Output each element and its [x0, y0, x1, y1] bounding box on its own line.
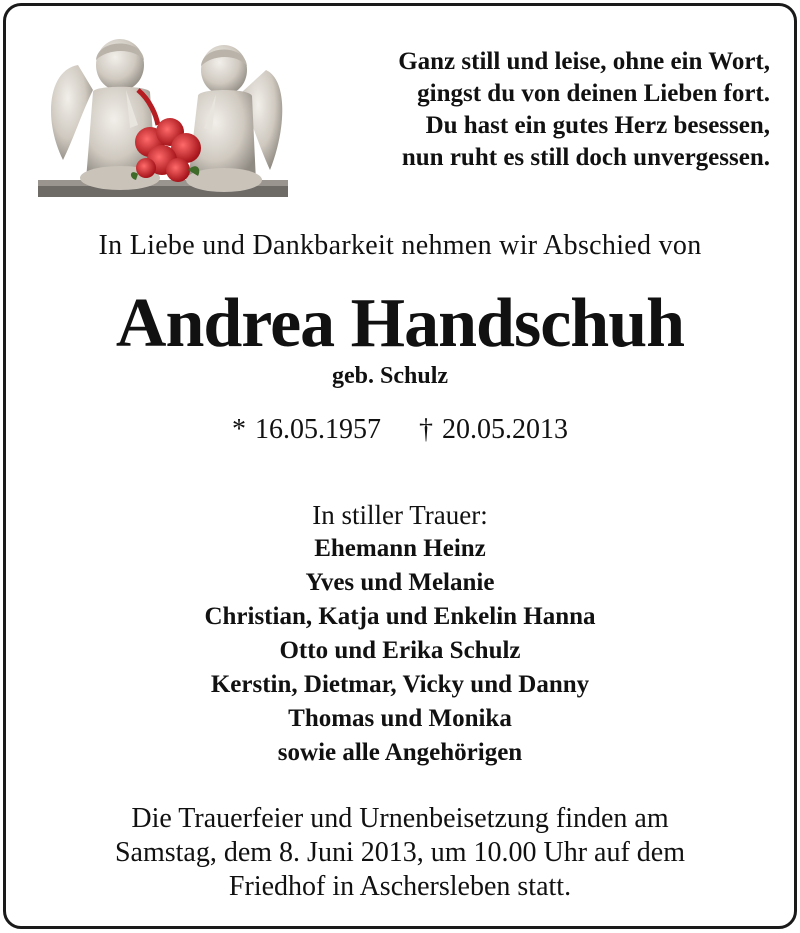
farewell-intro: In Liebe und Dankbarkeit nehmen wir Abschied von	[98, 230, 702, 261]
birth-date: * 16.05.1957	[232, 414, 381, 445]
mourners-heading: In stiller Trauer:	[312, 500, 488, 530]
deceased-name: Andrea Handschuh	[115, 285, 685, 362]
memorial-verse	[398, 46, 770, 174]
funeral-line: Samstag, dem 8. Juni 2013, um 10.00 Uhr auf dem	[114, 837, 686, 868]
mourner-entry: Ehemann Heinz	[314, 535, 486, 562]
verse-line: gingst du von deinen Lieben fort.	[417, 80, 770, 107]
mourner-entry: Christian, Katja und Enkelin Hanna	[204, 603, 596, 630]
life-dates	[0, 414, 800, 446]
death-date: † 20.05.2013	[419, 414, 568, 445]
maiden-name: geb. Schulz	[332, 363, 449, 389]
funeral-line: Friedhof in Aschersleben statt.	[228, 871, 572, 902]
mourner-entry: Thomas und Monika	[288, 705, 512, 732]
verse-line: Ganz still und leise, ohne ein Wort,	[398, 48, 770, 75]
mourners-list	[0, 532, 800, 770]
mourner-entry: Yves und Melanie	[305, 569, 495, 596]
right-angel-icon	[186, 45, 282, 192]
funeral-line: Die Trauerfeier und Urnenbeisetzung finden am	[131, 803, 669, 834]
mourner-entry: sowie alle Angehörigen	[277, 739, 523, 766]
mourner-entry: Kerstin, Dietmar, Vicky und Danny	[210, 671, 590, 698]
verse-line: Du hast ein gutes Herz besessen,	[425, 112, 770, 139]
funeral-notice	[0, 802, 800, 904]
praying-angels-icon	[38, 30, 288, 200]
verse-line: nun ruht es still doch unvergessen.	[401, 144, 770, 171]
mourner-entry: Otto und Erika Schulz	[279, 637, 521, 664]
